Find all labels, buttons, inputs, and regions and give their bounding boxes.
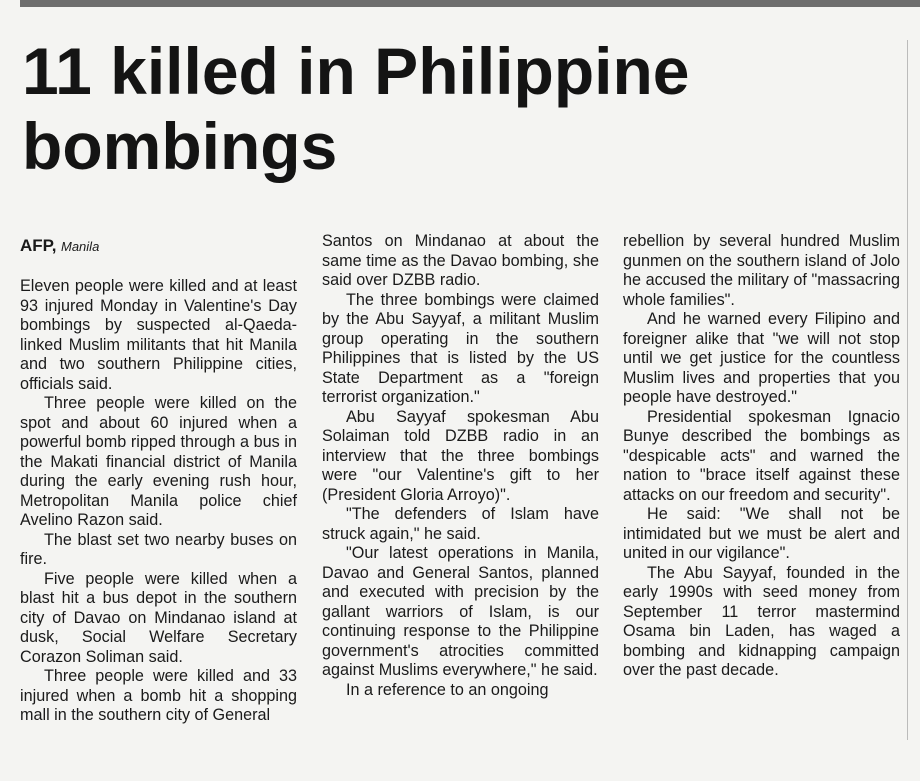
paragraph: The three bombings were claimed by the Abu Sayyaf, a militant Muslim group operating in the southern Philippines that is listed by the US State Department as a "foreign terrorist organization." [322,290,599,406]
byline [20,236,297,257]
paragraph: The Abu Sayyaf, founded in the early 1990s with seed money from September 11 terror mastermind Osama bin Laden, has waged a bombing and kidnapping campaign over the past decade. [623,563,900,679]
article-body [20,232,900,762]
paragraph: Abu Sayyaf spokesman Abu Solaiman told DZBB radio in an interview that the three bombings were "our Valentine's gift to her (President Gloria Arroyo)". [322,407,599,504]
column-1 [20,232,297,726]
paragraph: He said: "We shall not be intimidated but we must be alert and united in our vigilance". [623,505,900,562]
headline: 11 killed in Philippine bombings [22,34,690,183]
page-edge-rule [907,40,920,740]
paragraph: "Our latest operations in Manila, Davao and General Santos, planned and executed with precision by the gallant warriors of Islam, is our continuing response to the Philippine government's atrocities committed against Muslims everywhere," he said. [322,544,599,679]
byline-agency: AFP, [20,236,57,255]
column-3 [623,232,900,681]
column-2 [322,232,599,700]
paragraph: The blast set two nearby buses on fire. [20,530,297,568]
top-rule [20,0,920,7]
paragraph: And he warned every Filipino and foreigner alike that "we will not stop until we get justice for the countless Muslim lives and properties that you people have destroyed." [623,310,900,406]
paragraph: Eleven people were killed and at least 93 injured Monday in Valentine's Day bombings by suspected al-Qaeda-linked Muslim militants that hit Manila and two southern Philippine cities, officials said. [20,277,297,393]
paragraph: Three people were killed and 33 injured when a bomb hit a shopping mall in the southern city of General [20,667,297,724]
paragraph: Three people were killed on the spot and about 60 injured when a powerful bomb ripped through a bus in the Makati financial district of Manila during the early evening rush hour, Metropolitan Manila police chief Avelino Razon said. [20,394,297,529]
paragraph: rebellion by several hundred Muslim gunmen on the southern island of Jolo he accused the military of "massacring whole families". [623,232,900,309]
paragraph: "The defenders of Islam have struck again," he said. [322,505,599,543]
paragraph: Presidential spokesman Ignacio Bunye described the bombings as "despicable acts" and warned the nation to "brace itself against these attacks on our freedom and security". [623,407,900,504]
paragraph: Five people were killed when a blast hit a bus depot in the southern city of Davao on Mindanao island at dusk, Social Welfare Secretary Corazon Soliman said. [20,569,297,666]
paragraph: In a reference to an ongoing [346,680,549,699]
paragraph: Santos on Mindanao at about the same time as the Davao bombing, she said over DZBB radio. [322,232,599,289]
byline-place: Manila [61,239,100,254]
